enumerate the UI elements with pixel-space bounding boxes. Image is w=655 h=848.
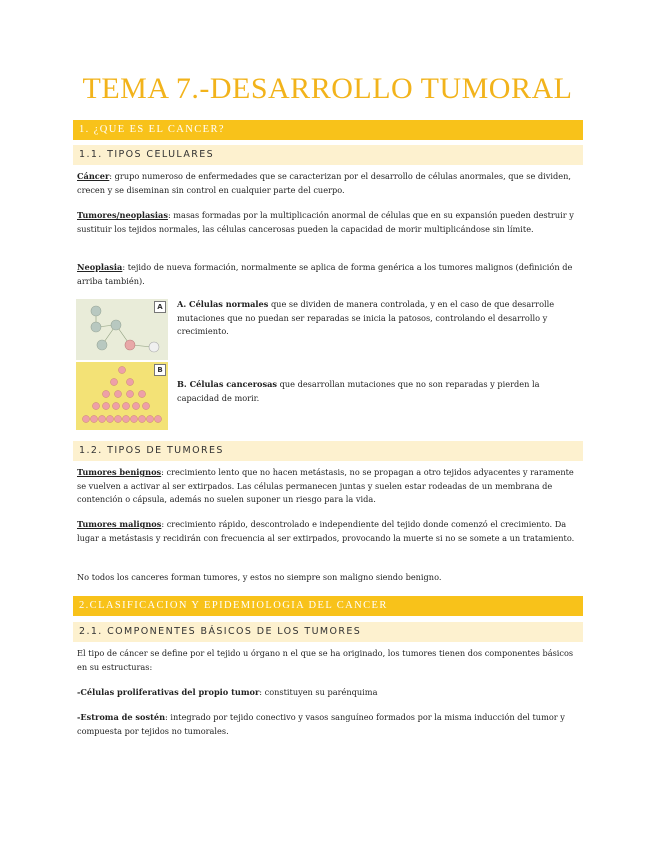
paragraph-neoplasia: Neoplasia: tejido de nueva formación, normalmente se aplica de forma genérica a los tumores malignos (definición de arriba también). [77, 262, 573, 286]
paragraph-estroma: -Estroma de sostén: integrado por tejido conectivo y vasos sanguíneo formados por la misma inducción del tumor y compuesta por tejidos no tumorales. [77, 712, 565, 736]
paragraph-cancer: Cáncer: grupo numeroso de enfermedades que se caracterizan por el desarrollo de células anormales, que se dividen, crecen y se diseminan sin control en cualquier parte del cuerpo. [77, 171, 571, 195]
cancer-cells-panel [76, 362, 168, 430]
section-heading-1: 1. ¿QUE ES EL CANCER? [73, 120, 583, 140]
term-tumores-benignos: Tumores benignos [77, 467, 162, 477]
page-title: TEMA 7.-DESARROLLO TUMORAL [82, 72, 573, 105]
figure-label-b: B [154, 364, 166, 376]
figure-label-a: A [154, 301, 166, 313]
figure-caption-a: A. Células normales que se dividen de manera controlada, y en el caso de que desarrolle mutaciones que no puedan ser reparadas se inicia la patosos, controlando el desarrollo y crecimiento. [177, 299, 555, 337]
subsection-heading-1-2: 1.2. TIPOS DE TUMORES [73, 441, 583, 461]
term-tumores-malignos: Tumores malignos [77, 519, 162, 529]
section-heading-2: 2.CLASIFICACION Y EPIDEMIOLOGIA DEL CANCER [73, 596, 583, 616]
subsection-heading-1-1: 1.1. TIPOS CELULARES [73, 145, 583, 165]
paragraph-no-todos: No todos los canceres forman tumores, y estos no siempre son maligno siendo benigno. [77, 572, 442, 582]
paragraph-tumores: Tumores/neoplasias: masas formadas por la multiplicación anormal de células que en su expansión pueden destruir y sustituir los tejidos normales, las células cancerosas pueden la capacidad de morir multiplicándose sin límite. [77, 210, 574, 234]
paragraph-celulas-proliferativas: -Células proliferativas del propio tumor: constituyen su parénquima [77, 687, 378, 697]
paragraph-tumores-benignos: Tumores benignos: crecimiento lento que no hacen metástasis, no se propagan a otro tejidos adyacentes y raramente se vuelven a activar al ser extirpados. Las células permanecen juntas y suelen estar rodeadas de un membrana de contención o cápsula, además no suelen suponer un riesgo para la vida. [77, 467, 574, 505]
subsection-heading-2-1: 2.1. COMPONENTES BÁSICOS DE LOS TUMORES [73, 622, 583, 642]
normal-cells-panel [76, 299, 168, 360]
cell-division-figure [76, 299, 168, 430]
term-cancer: Cáncer [77, 171, 110, 181]
paragraph-tipo-cancer: El tipo de cáncer se define por el tejido u órgano n el que se ha originado, los tumores tienen dos componentes básicos en su estructuras: [77, 648, 574, 672]
term-tumores: Tumores/neoplasias [77, 210, 168, 220]
figure-caption-b: B. Células cancerosas que desarrollan mutaciones que no son reparadas y pierden la capacidad de morir. [177, 379, 540, 403]
term-neoplasia: Neoplasia [77, 262, 123, 272]
paragraph-tumores-malignos: Tumores malignos: crecimiento rápido, descontrolado e independiente del tejido donde comenzó el crecimiento. Da lugar a metástasis y recidirán con frecuencia al ser extirpados, provocando la muerte si no se somete a un tratamiento. [77, 519, 575, 543]
